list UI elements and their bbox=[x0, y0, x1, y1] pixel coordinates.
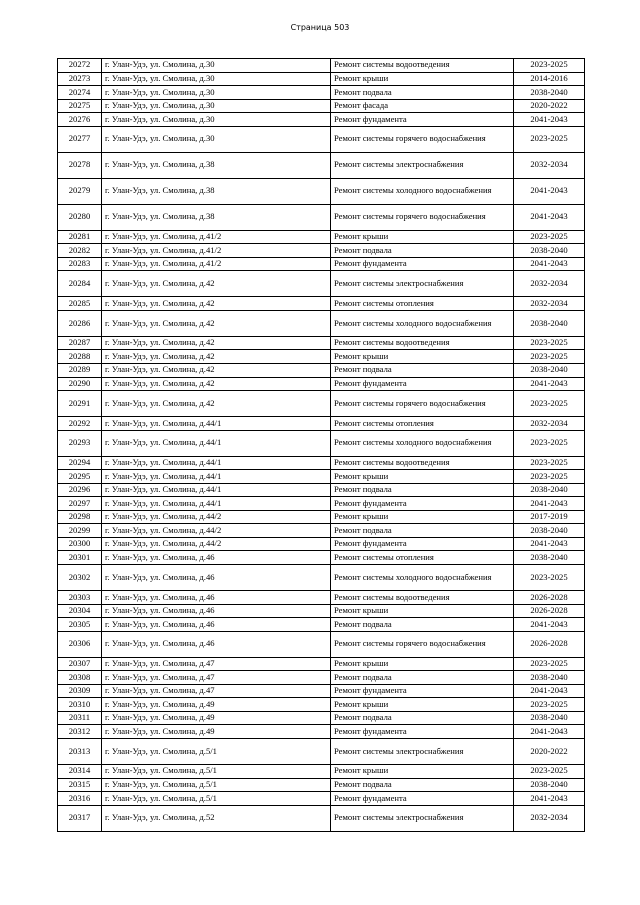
row-number-cell: 20314 bbox=[58, 764, 102, 778]
work-type-cell: Ремонт системы отопления bbox=[331, 297, 514, 311]
work-type-cell: Ремонт системы холодного водоснабжения bbox=[331, 178, 514, 204]
row-number-cell: 20313 bbox=[58, 738, 102, 764]
table-row bbox=[58, 257, 585, 271]
table-row bbox=[58, 483, 585, 497]
period-cell: 2038-2040 bbox=[514, 310, 585, 336]
period-cell: 2041-2043 bbox=[514, 618, 585, 632]
period-cell: 2023-2025 bbox=[514, 350, 585, 364]
period-cell: 2041-2043 bbox=[514, 497, 585, 511]
row-number-cell: 20292 bbox=[58, 417, 102, 431]
address-cell: г. Улан-Удэ, ул. Смолина, д.44/1 bbox=[102, 417, 331, 431]
address-cell: г. Улан-Удэ, ул. Смолина, д.42 bbox=[102, 297, 331, 311]
address-cell: г. Улан-Удэ, ул. Смолина, д.5/1 bbox=[102, 764, 331, 778]
row-number-cell: 20296 bbox=[58, 483, 102, 497]
table-row bbox=[58, 698, 585, 712]
row-number-cell: 20274 bbox=[58, 86, 102, 100]
address-cell: г. Улан-Удэ, ул. Смолина, д.38 bbox=[102, 178, 331, 204]
address-cell: г. Улан-Удэ, ул. Смолина, д.47 bbox=[102, 657, 331, 671]
address-cell: г. Улан-Удэ, ул. Смолина, д.42 bbox=[102, 350, 331, 364]
table-row bbox=[58, 671, 585, 685]
table-row bbox=[58, 377, 585, 391]
table-row bbox=[58, 417, 585, 431]
address-cell: г. Улан-Удэ, ул. Смолина, д.41/2 bbox=[102, 257, 331, 271]
row-number-cell: 20312 bbox=[58, 725, 102, 739]
period-cell: 2023-2025 bbox=[514, 126, 585, 152]
address-cell: г. Улан-Удэ, ул. Смолина, д.46 bbox=[102, 551, 331, 565]
row-number-cell: 20280 bbox=[58, 204, 102, 230]
row-number-cell: 20315 bbox=[58, 778, 102, 792]
row-number-cell: 20302 bbox=[58, 565, 102, 591]
period-cell: 2026-2028 bbox=[514, 631, 585, 657]
address-cell: г. Улан-Удэ, ул. Смолина, д.30 bbox=[102, 126, 331, 152]
period-cell: 2026-2028 bbox=[514, 604, 585, 618]
table-row bbox=[58, 72, 585, 86]
work-type-cell: Ремонт системы горячего водоснабжения bbox=[331, 631, 514, 657]
period-cell: 2023-2025 bbox=[514, 336, 585, 350]
period-cell: 2038-2040 bbox=[514, 244, 585, 258]
table-row bbox=[58, 764, 585, 778]
address-cell: г. Улан-Удэ, ул. Смолина, д.44/1 bbox=[102, 483, 331, 497]
period-cell: 2023-2025 bbox=[514, 456, 585, 470]
work-type-cell: Ремонт крыши bbox=[331, 470, 514, 484]
table-row bbox=[58, 725, 585, 739]
address-cell: г. Улан-Удэ, ул. Смолина, д.41/2 bbox=[102, 230, 331, 244]
address-cell: г. Улан-Удэ, ул. Смолина, д.42 bbox=[102, 364, 331, 378]
address-cell: г. Улан-Удэ, ул. Смолина, д.38 bbox=[102, 204, 331, 230]
address-cell: г. Улан-Удэ, ул. Смолина, д.44/2 bbox=[102, 510, 331, 524]
table-row bbox=[58, 310, 585, 336]
row-number-cell: 20283 bbox=[58, 257, 102, 271]
period-cell: 2023-2025 bbox=[514, 470, 585, 484]
table-body bbox=[58, 59, 585, 832]
row-number-cell: 20300 bbox=[58, 537, 102, 551]
address-cell: г. Улан-Удэ, ул. Смолина, д.30 bbox=[102, 72, 331, 86]
work-type-cell: Ремонт системы отопления bbox=[331, 417, 514, 431]
work-type-cell: Ремонт подвала bbox=[331, 86, 514, 100]
table-row bbox=[58, 271, 585, 297]
period-cell: 2020-2022 bbox=[514, 738, 585, 764]
table-row bbox=[58, 297, 585, 311]
row-number-cell: 20295 bbox=[58, 470, 102, 484]
work-type-cell: Ремонт системы отопления bbox=[331, 551, 514, 565]
work-type-cell: Ремонт фундамента bbox=[331, 792, 514, 806]
work-type-cell: Ремонт системы электроснабжения bbox=[331, 738, 514, 764]
period-cell: 2032-2034 bbox=[514, 297, 585, 311]
address-cell: г. Улан-Удэ, ул. Смолина, д.47 bbox=[102, 684, 331, 698]
address-cell: г. Улан-Удэ, ул. Смолина, д.44/1 bbox=[102, 456, 331, 470]
row-number-cell: 20289 bbox=[58, 364, 102, 378]
row-number-cell: 20278 bbox=[58, 152, 102, 178]
period-cell: 2017-2019 bbox=[514, 510, 585, 524]
period-cell: 2032-2034 bbox=[514, 417, 585, 431]
period-cell: 2032-2034 bbox=[514, 152, 585, 178]
period-cell: 2023-2025 bbox=[514, 764, 585, 778]
address-cell: г. Улан-Удэ, ул. Смолина, д.49 bbox=[102, 725, 331, 739]
row-number-cell: 20305 bbox=[58, 618, 102, 632]
work-type-cell: Ремонт системы горячего водоснабжения bbox=[331, 391, 514, 417]
address-cell: г. Улан-Удэ, ул. Смолина, д.46 bbox=[102, 565, 331, 591]
row-number-cell: 20299 bbox=[58, 524, 102, 538]
work-type-cell: Ремонт подвала bbox=[331, 618, 514, 632]
row-number-cell: 20272 bbox=[58, 59, 102, 73]
row-number-cell: 20279 bbox=[58, 178, 102, 204]
work-type-cell: Ремонт системы водоотведения bbox=[331, 59, 514, 73]
repair-schedule-table bbox=[57, 58, 585, 832]
address-cell: г. Улан-Удэ, ул. Смолина, д.46 bbox=[102, 591, 331, 605]
row-number-cell: 20304 bbox=[58, 604, 102, 618]
table-row bbox=[58, 684, 585, 698]
table-row bbox=[58, 113, 585, 127]
address-cell: г. Улан-Удэ, ул. Смолина, д.42 bbox=[102, 271, 331, 297]
address-cell: г. Улан-Удэ, ул. Смолина, д.44/2 bbox=[102, 537, 331, 551]
row-number-cell: 20307 bbox=[58, 657, 102, 671]
row-number-cell: 20290 bbox=[58, 377, 102, 391]
work-type-cell: Ремонт системы электроснабжения bbox=[331, 271, 514, 297]
work-type-cell: Ремонт системы электроснабжения bbox=[331, 805, 514, 831]
row-number-cell: 20291 bbox=[58, 391, 102, 417]
table-row bbox=[58, 204, 585, 230]
table-row bbox=[58, 805, 585, 831]
address-cell: г. Улан-Удэ, ул. Смолина, д.46 bbox=[102, 618, 331, 632]
period-cell: 2038-2040 bbox=[514, 778, 585, 792]
table-row bbox=[58, 631, 585, 657]
period-cell: 2038-2040 bbox=[514, 364, 585, 378]
work-type-cell: Ремонт фундамента bbox=[331, 377, 514, 391]
address-cell: г. Улан-Удэ, ул. Смолина, д.42 bbox=[102, 310, 331, 336]
row-number-cell: 20276 bbox=[58, 113, 102, 127]
address-cell: г. Улан-Удэ, ул. Смолина, д.30 bbox=[102, 99, 331, 113]
period-cell: 2032-2034 bbox=[514, 271, 585, 297]
address-cell: г. Улан-Удэ, ул. Смолина, д.5/1 bbox=[102, 738, 331, 764]
table-row bbox=[58, 565, 585, 591]
table-row bbox=[58, 430, 585, 456]
period-cell: 2023-2025 bbox=[514, 430, 585, 456]
work-type-cell: Ремонт системы горячего водоснабжения bbox=[331, 204, 514, 230]
work-type-cell: Ремонт системы холодного водоснабжения bbox=[331, 310, 514, 336]
row-number-cell: 20281 bbox=[58, 230, 102, 244]
row-number-cell: 20297 bbox=[58, 497, 102, 511]
address-cell: г. Улан-Удэ, ул. Смолина, д.30 bbox=[102, 113, 331, 127]
period-cell: 2038-2040 bbox=[514, 86, 585, 100]
work-type-cell: Ремонт фундамента bbox=[331, 497, 514, 511]
address-cell: г. Улан-Удэ, ул. Смолина, д.46 bbox=[102, 631, 331, 657]
table-row bbox=[58, 792, 585, 806]
address-cell: г. Улан-Удэ, ул. Смолина, д.5/1 bbox=[102, 792, 331, 806]
row-number-cell: 20286 bbox=[58, 310, 102, 336]
row-number-cell: 20308 bbox=[58, 671, 102, 685]
period-cell: 2041-2043 bbox=[514, 792, 585, 806]
period-cell: 2032-2034 bbox=[514, 805, 585, 831]
period-cell: 2023-2025 bbox=[514, 230, 585, 244]
period-cell: 2038-2040 bbox=[514, 711, 585, 725]
row-number-cell: 20303 bbox=[58, 591, 102, 605]
table-row bbox=[58, 456, 585, 470]
period-cell: 2041-2043 bbox=[514, 204, 585, 230]
address-cell: г. Улан-Удэ, ул. Смолина, д.47 bbox=[102, 671, 331, 685]
row-number-cell: 20277 bbox=[58, 126, 102, 152]
address-cell: г. Улан-Удэ, ул. Смолина, д.46 bbox=[102, 604, 331, 618]
table-row bbox=[58, 524, 585, 538]
period-cell: 2023-2025 bbox=[514, 59, 585, 73]
period-cell: 2020-2022 bbox=[514, 99, 585, 113]
table-row bbox=[58, 591, 585, 605]
period-cell: 2023-2025 bbox=[514, 657, 585, 671]
period-cell: 2014-2016 bbox=[514, 72, 585, 86]
table-row bbox=[58, 152, 585, 178]
table-row bbox=[58, 336, 585, 350]
period-cell: 2041-2043 bbox=[514, 178, 585, 204]
address-cell: г. Улан-Удэ, ул. Смолина, д.49 bbox=[102, 711, 331, 725]
row-number-cell: 20298 bbox=[58, 510, 102, 524]
table-row bbox=[58, 59, 585, 73]
row-number-cell: 20288 bbox=[58, 350, 102, 364]
work-type-cell: Ремонт крыши bbox=[331, 698, 514, 712]
table-row bbox=[58, 604, 585, 618]
address-cell: г. Улан-Удэ, ул. Смолина, д.52 bbox=[102, 805, 331, 831]
address-cell: г. Улан-Удэ, ул. Смолина, д.44/1 bbox=[102, 497, 331, 511]
period-cell: 2038-2040 bbox=[514, 524, 585, 538]
period-cell: 2038-2040 bbox=[514, 483, 585, 497]
work-type-cell: Ремонт подвала bbox=[331, 483, 514, 497]
period-cell: 2041-2043 bbox=[514, 113, 585, 127]
work-type-cell: Ремонт крыши bbox=[331, 230, 514, 244]
address-cell: г. Улан-Удэ, ул. Смолина, д.30 bbox=[102, 86, 331, 100]
row-number-cell: 20294 bbox=[58, 456, 102, 470]
address-cell: г. Улан-Удэ, ул. Смолина, д.42 bbox=[102, 391, 331, 417]
row-number-cell: 20301 bbox=[58, 551, 102, 565]
period-cell: 2023-2025 bbox=[514, 391, 585, 417]
period-cell: 2026-2028 bbox=[514, 591, 585, 605]
work-type-cell: Ремонт крыши bbox=[331, 72, 514, 86]
work-type-cell: Ремонт фундамента bbox=[331, 684, 514, 698]
period-cell: 2041-2043 bbox=[514, 684, 585, 698]
table-row bbox=[58, 178, 585, 204]
work-type-cell: Ремонт системы водоотведения bbox=[331, 591, 514, 605]
table-row bbox=[58, 244, 585, 258]
address-cell: г. Улан-Удэ, ул. Смолина, д.5/1 bbox=[102, 778, 331, 792]
row-number-cell: 20311 bbox=[58, 711, 102, 725]
work-type-cell: Ремонт системы холодного водоснабжения bbox=[331, 430, 514, 456]
period-cell: 2041-2043 bbox=[514, 537, 585, 551]
table-row bbox=[58, 99, 585, 113]
row-number-cell: 20285 bbox=[58, 297, 102, 311]
period-cell: 2023-2025 bbox=[514, 698, 585, 712]
table-row bbox=[58, 510, 585, 524]
work-type-cell: Ремонт фундамента bbox=[331, 257, 514, 271]
work-type-cell: Ремонт фундамента bbox=[331, 725, 514, 739]
work-type-cell: Ремонт системы электроснабжения bbox=[331, 152, 514, 178]
table-row bbox=[58, 711, 585, 725]
row-number-cell: 20284 bbox=[58, 271, 102, 297]
work-type-cell: Ремонт системы водоотведения bbox=[331, 336, 514, 350]
work-type-cell: Ремонт подвала bbox=[331, 524, 514, 538]
table-row bbox=[58, 537, 585, 551]
row-number-cell: 20309 bbox=[58, 684, 102, 698]
period-cell: 2023-2025 bbox=[514, 565, 585, 591]
row-number-cell: 20316 bbox=[58, 792, 102, 806]
address-cell: г. Улан-Удэ, ул. Смолина, д.44/2 bbox=[102, 524, 331, 538]
work-type-cell: Ремонт крыши bbox=[331, 510, 514, 524]
address-cell: г. Улан-Удэ, ул. Смолина, д.38 bbox=[102, 152, 331, 178]
work-type-cell: Ремонт крыши bbox=[331, 604, 514, 618]
table-row bbox=[58, 364, 585, 378]
table-row bbox=[58, 551, 585, 565]
table-row bbox=[58, 86, 585, 100]
work-type-cell: Ремонт фундамента bbox=[331, 537, 514, 551]
work-type-cell: Ремонт фасада bbox=[331, 99, 514, 113]
table-row bbox=[58, 126, 585, 152]
work-type-cell: Ремонт подвала bbox=[331, 364, 514, 378]
address-cell: г. Улан-Удэ, ул. Смолина, д.42 bbox=[102, 377, 331, 391]
period-cell: 2041-2043 bbox=[514, 257, 585, 271]
row-number-cell: 20287 bbox=[58, 336, 102, 350]
period-cell: 2041-2043 bbox=[514, 377, 585, 391]
address-cell: г. Улан-Удэ, ул. Смолина, д.42 bbox=[102, 336, 331, 350]
work-type-cell: Ремонт крыши bbox=[331, 350, 514, 364]
work-type-cell: Ремонт крыши bbox=[331, 657, 514, 671]
row-number-cell: 20310 bbox=[58, 698, 102, 712]
row-number-cell: 20306 bbox=[58, 631, 102, 657]
work-type-cell: Ремонт системы холодного водоснабжения bbox=[331, 565, 514, 591]
table-row bbox=[58, 738, 585, 764]
row-number-cell: 20275 bbox=[58, 99, 102, 113]
address-cell: г. Улан-Удэ, ул. Смолина, д.49 bbox=[102, 698, 331, 712]
work-type-cell: Ремонт подвала bbox=[331, 778, 514, 792]
address-cell: г. Улан-Удэ, ул. Смолина, д.44/1 bbox=[102, 430, 331, 456]
work-type-cell: Ремонт фундамента bbox=[331, 113, 514, 127]
period-cell: 2041-2043 bbox=[514, 725, 585, 739]
period-cell: 2038-2040 bbox=[514, 671, 585, 685]
row-number-cell: 20282 bbox=[58, 244, 102, 258]
table-row bbox=[58, 657, 585, 671]
table-row bbox=[58, 230, 585, 244]
table-row bbox=[58, 618, 585, 632]
table-row bbox=[58, 350, 585, 364]
table-row bbox=[58, 778, 585, 792]
work-type-cell: Ремонт крыши bbox=[331, 764, 514, 778]
page-number: Страница 503 bbox=[290, 23, 350, 32]
row-number-cell: 20273 bbox=[58, 72, 102, 86]
work-type-cell: Ремонт системы водоотведения bbox=[331, 456, 514, 470]
address-cell: г. Улан-Удэ, ул. Смолина, д.44/1 bbox=[102, 470, 331, 484]
table-row bbox=[58, 497, 585, 511]
row-number-cell: 20317 bbox=[58, 805, 102, 831]
work-type-cell: Ремонт подвала bbox=[331, 671, 514, 685]
address-cell: г. Улан-Удэ, ул. Смолина, д.41/2 bbox=[102, 244, 331, 258]
work-type-cell: Ремонт подвала bbox=[331, 244, 514, 258]
table-row bbox=[58, 470, 585, 484]
table-row bbox=[58, 391, 585, 417]
row-number-cell: 20293 bbox=[58, 430, 102, 456]
work-type-cell: Ремонт подвала bbox=[331, 711, 514, 725]
address-cell: г. Улан-Удэ, ул. Смолина, д.30 bbox=[102, 59, 331, 73]
period-cell: 2038-2040 bbox=[514, 551, 585, 565]
work-type-cell: Ремонт системы горячего водоснабжения bbox=[331, 126, 514, 152]
